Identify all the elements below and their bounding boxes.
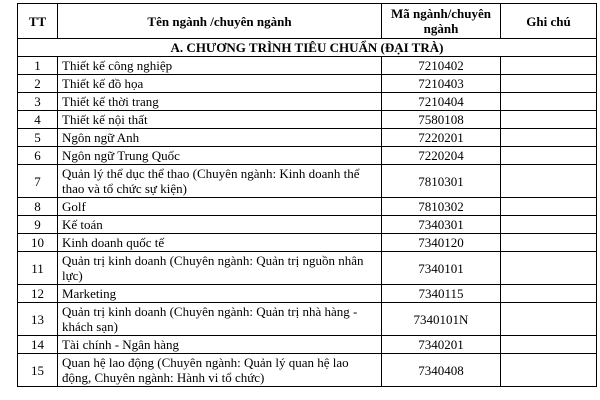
row-major-name: Marketing [58,285,382,303]
table-row [18,93,597,111]
row-major-code: 7340101 [382,252,501,285]
table-row [18,111,597,129]
row-major-code: 7340115 [382,285,501,303]
row-major-code: 7220204 [382,147,501,165]
row-number: 14 [18,336,58,354]
row-note [501,147,597,165]
row-major-code: 7340120 [382,234,501,252]
row-note [501,303,597,336]
row-major-name: Tài chính - Ngân hàng [58,336,382,354]
row-note [501,336,597,354]
row-note [501,216,597,234]
row-major-name: Quản trị kinh doanh (Chuyên ngành: Quản trị nguồn nhân lực) [58,252,382,285]
row-major-name: Thiết kế nội thất [58,111,382,129]
table-row [18,252,597,285]
row-note [501,129,597,147]
row-major-code: 7340408 [382,354,501,387]
row-note [501,285,597,303]
row-note [501,165,597,198]
row-note [501,57,597,75]
header-note: Ghi chú [501,4,597,39]
row-major-code: 7210402 [382,57,501,75]
row-note [501,93,597,111]
header-tt: TT [18,4,58,39]
row-number: 5 [18,129,58,147]
row-major-name: Quản trị kinh doanh (Chuyên ngành: Quản trị nhà hàng - khách sạn) [58,303,382,336]
row-major-name: Quan hệ lao động (Chuyên ngành: Quản lý quan hệ lao động, Chuyên ngành: Hành vi tổ chức) [58,354,382,387]
row-note [501,354,597,387]
row-number: 15 [18,354,58,387]
row-number: 6 [18,147,58,165]
row-major-name: Golf [58,198,382,216]
table-row [18,234,597,252]
row-major-name: Kinh doanh quốc tế [58,234,382,252]
row-major-name: Ngôn ngữ Anh [58,129,382,147]
row-number: 1 [18,57,58,75]
table-row [18,198,597,216]
row-number: 2 [18,75,58,93]
header-code: Mã ngành/chuyên ngành [382,4,501,39]
row-note [501,198,597,216]
row-major-code: 7340301 [382,216,501,234]
row-major-name: Thiết kế thời trang [58,93,382,111]
row-note [501,75,597,93]
row-major-name: Thiết kế công nghiệp [58,57,382,75]
header-row [18,4,597,39]
section-title: A. CHƯƠNG TRÌNH TIÊU CHUẨN (ĐẠI TRÀ) [18,39,597,57]
table-row [18,336,597,354]
row-number: 9 [18,216,58,234]
majors-table [17,3,597,387]
table-row [18,129,597,147]
row-major-code: 7580108 [382,111,501,129]
row-major-code: 7810302 [382,198,501,216]
row-major-code: 7210403 [382,75,501,93]
row-major-name: Quản lý thể dục thể thao (Chuyên ngành: Kinh doanh thể thao và tổ chức sự kiện) [58,165,382,198]
table-row [18,303,597,336]
table-row [18,216,597,234]
row-number: 13 [18,303,58,336]
row-note [501,234,597,252]
table-row [18,354,597,387]
row-note [501,252,597,285]
table-row [18,57,597,75]
table-row [18,147,597,165]
row-number: 11 [18,252,58,285]
row-major-code: 7340101N [382,303,501,336]
section-row [18,39,597,57]
row-major-code: 7340201 [382,336,501,354]
row-major-code: 7810301 [382,165,501,198]
table-row [18,285,597,303]
row-major-code: 7220201 [382,129,501,147]
row-number: 4 [18,111,58,129]
row-number: 7 [18,165,58,198]
table-row [18,165,597,198]
row-major-name: Kế toán [58,216,382,234]
row-number: 12 [18,285,58,303]
header-name: Tên ngành /chuyên ngành [58,4,382,39]
table-row [18,75,597,93]
row-note [501,111,597,129]
row-major-name: Ngôn ngữ Trung Quốc [58,147,382,165]
row-number: 8 [18,198,58,216]
row-major-code: 7210404 [382,93,501,111]
row-number: 3 [18,93,58,111]
row-major-name: Thiết kế đồ họa [58,75,382,93]
row-number: 10 [18,234,58,252]
